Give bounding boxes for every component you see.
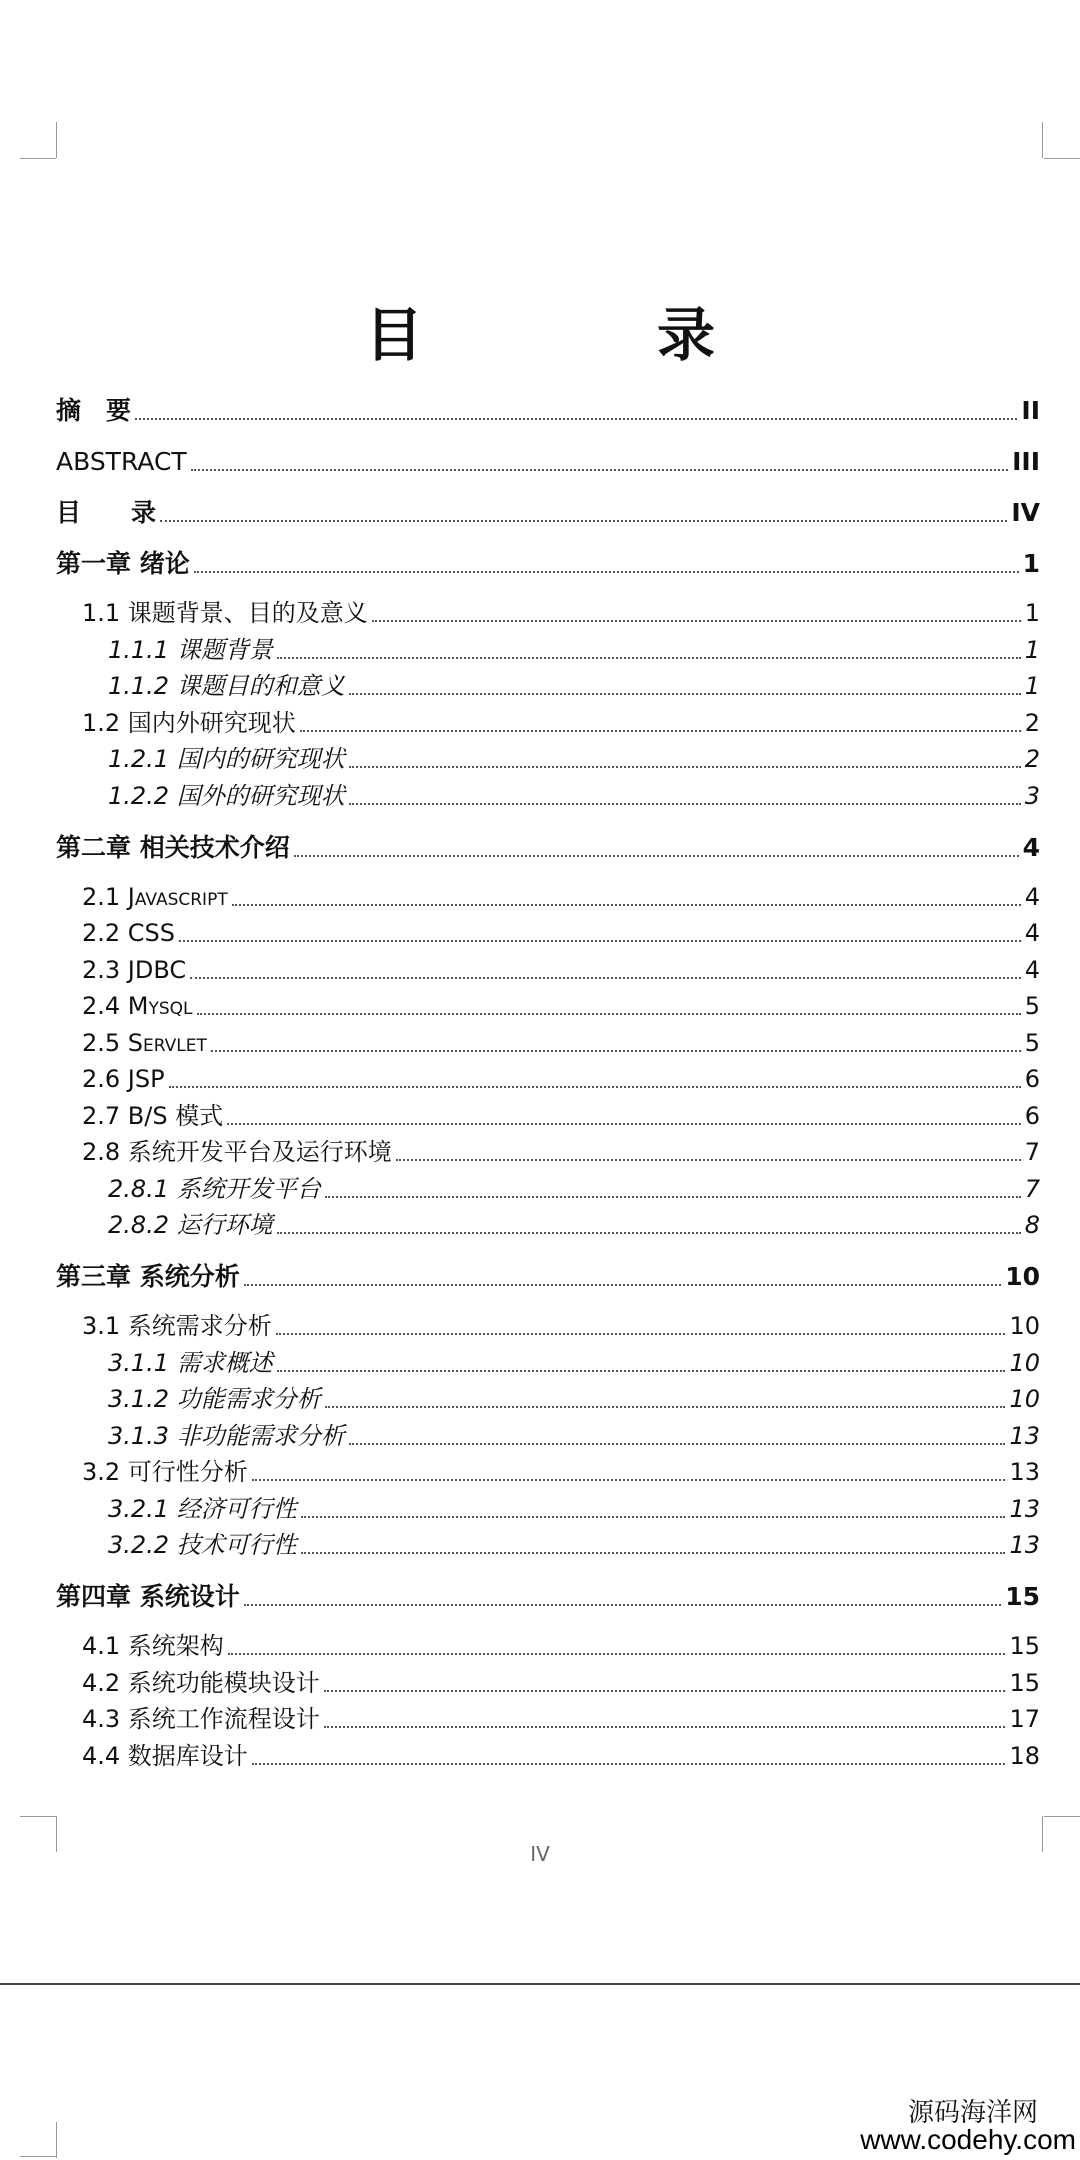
toc-dot-leader: [227, 1123, 1021, 1125]
toc-entry-page: 13: [1009, 1531, 1040, 1559]
toc-entry[interactable]: [56, 1494, 1040, 1523]
toc-dot-leader: [324, 1726, 1006, 1728]
toc-entry-page: 15: [1005, 1582, 1040, 1611]
toc-entry-label: 2.1 Javascript: [82, 882, 228, 911]
toc-dot-leader: [179, 940, 1021, 942]
toc-entry-page: 1: [1024, 672, 1040, 700]
crop-mark: [1042, 122, 1043, 158]
toc-entry[interactable]: [56, 635, 1040, 664]
toc-entry-label: 2.8 系统开发平台及运行环境: [82, 1138, 392, 1166]
toc-entry-page: 15: [1009, 1668, 1040, 1697]
toc-dot-leader: [325, 1196, 1021, 1198]
toc-entry[interactable]: [56, 1387, 1040, 1411]
toc-entry[interactable]: [56, 1213, 1040, 1237]
toc-entry-label: 1.1.2 课题目的和意义: [108, 672, 345, 700]
toc-dot-leader: [325, 1406, 1006, 1408]
toc-entry-page: 10: [1009, 1385, 1040, 1413]
toc-dot-leader: [277, 657, 1021, 659]
toc-entry-label: 3.2.1 经济可行性: [108, 1494, 297, 1523]
toc-entry-page: 1: [1022, 549, 1040, 578]
toc-entry-page: 10: [1005, 1262, 1040, 1291]
toc-entry-label: 3.1.3 非功能需求分析: [108, 1421, 345, 1450]
toc-entry[interactable]: [56, 674, 1040, 698]
toc-entry-page: 1: [1024, 635, 1040, 664]
toc-dot-leader: [228, 1653, 1006, 1655]
toc-entry-page: 6: [1024, 1065, 1040, 1093]
toc-entry-label: 4.1 系统架构: [82, 1632, 224, 1660]
toc-dot-leader: [252, 1479, 1006, 1481]
toc-entry[interactable]: [56, 1634, 1040, 1658]
toc-entry-page: 5: [1024, 992, 1040, 1020]
toc-dot-leader: [301, 1552, 1006, 1554]
toc-entry-label: 2.8.1 系统开发平台: [108, 1174, 321, 1203]
toc-entry-page: 4: [1022, 832, 1040, 862]
toc-entry[interactable]: [56, 449, 1040, 474]
toc-entry-page: 15: [1009, 1632, 1040, 1660]
toc-entry-page: IV: [1011, 498, 1040, 527]
toc-entry[interactable]: [56, 882, 1040, 911]
toc-entry-label: 第二章 相关技术介绍: [56, 832, 290, 862]
toc-entry-label: 第四章 系统设计: [56, 1582, 240, 1611]
toc-entry-page: III: [1012, 447, 1040, 476]
toc-dot-leader: [211, 1050, 1021, 1052]
toc-entry[interactable]: [56, 1741, 1040, 1770]
toc-dot-leader: [197, 1013, 1021, 1015]
toc-entry-page: 13: [1009, 1421, 1040, 1450]
toc-entry-label: 2.8.2 运行环境: [108, 1211, 273, 1239]
toc-dot-leader: [396, 1159, 1021, 1161]
toc-entry-label: 1.1 课题背景、目的及意义: [82, 599, 368, 627]
toc-dot-leader: [277, 1370, 1006, 1372]
toc-entry-label: 2.4 Mysql: [82, 992, 193, 1020]
toc-dot-leader: [349, 766, 1021, 768]
toc-entry-page: 2: [1024, 708, 1040, 737]
toc-entry-label: 3.1.1 需求概述: [108, 1348, 273, 1377]
toc-entry-label: 1.2.2 国外的研究现状: [108, 781, 345, 810]
crop-mark: [56, 2122, 57, 2158]
toc-dot-leader: [324, 1690, 1006, 1692]
toc-entry[interactable]: [56, 955, 1040, 984]
toc-dot-leader: [135, 418, 1017, 420]
watermark-url: www.codehy.com: [860, 2124, 1076, 2155]
toc-dot-leader: [294, 855, 1019, 857]
toc-dot-leader: [349, 1443, 1006, 1445]
toc-entry-label: 1.2 国内外研究现状: [82, 708, 296, 737]
toc-entry[interactable]: [56, 1533, 1040, 1557]
toc-entry-page: 13: [1009, 1494, 1040, 1523]
toc-entry[interactable]: [56, 1421, 1040, 1450]
toc-entry-page: 3: [1024, 781, 1040, 810]
toc-entry-label: 2.2 CSS: [82, 919, 176, 947]
toc-entry-label: 3.1 系统需求分析: [82, 1312, 272, 1340]
toc-entry-page: II: [1021, 396, 1040, 425]
toc-entry-label: 3.2 可行性分析: [82, 1458, 248, 1486]
toc-entry[interactable]: [56, 1584, 1040, 1609]
toc-entry-page: 7: [1024, 1174, 1040, 1203]
toc-entry-label: 2.3 JDBC: [82, 955, 187, 984]
toc-entry[interactable]: [56, 1067, 1040, 1091]
toc-entry[interactable]: [56, 1028, 1040, 1057]
toc-dot-leader: [277, 1232, 1021, 1234]
toc-entry[interactable]: [56, 1668, 1040, 1697]
toc-entry-label: 2.5 Servlet: [82, 1028, 207, 1057]
toc-entry-page: 10: [1009, 1312, 1040, 1340]
toc-entry-page: 13: [1009, 1458, 1040, 1486]
toc-entry-page: 4: [1024, 882, 1040, 911]
toc-entry[interactable]: [56, 708, 1040, 737]
toc-entry-label: 第一章 绪论: [56, 549, 190, 578]
watermark-text: 源码海洋网: [907, 2098, 1038, 2128]
crop-mark: [56, 122, 57, 158]
toc-entry-label: 2.6 JSP: [82, 1065, 165, 1093]
toc-dot-leader: [349, 803, 1021, 805]
toc-entry[interactable]: [56, 1101, 1040, 1130]
crop-mark: [1044, 1816, 1080, 1817]
toc-dot-leader: [300, 730, 1021, 732]
page-separator: [0, 1983, 1080, 1985]
toc-entry-label: 4.4 数据库设计: [82, 1741, 248, 1770]
toc-entry-label: 目 录: [56, 498, 157, 527]
toc-dot-leader: [160, 520, 1007, 522]
toc-entry[interactable]: [56, 1460, 1040, 1484]
toc-dot-leader: [194, 571, 1019, 573]
toc-entry[interactable]: [56, 832, 1040, 862]
toc-entry[interactable]: [56, 1348, 1040, 1377]
toc-entry[interactable]: [56, 1174, 1040, 1203]
toc-entry-page: 6: [1024, 1101, 1040, 1130]
toc-dot-leader: [191, 469, 1008, 471]
toc-entry[interactable]: [56, 1314, 1040, 1338]
toc-entry-page: 2: [1024, 745, 1040, 773]
page-title: 目 录: [364, 301, 803, 369]
toc-dot-leader: [169, 1086, 1021, 1088]
crop-mark: [20, 2156, 56, 2157]
toc-dot-leader: [244, 1284, 1001, 1286]
toc-dot-leader: [372, 620, 1021, 622]
toc-dot-leader: [301, 1516, 1006, 1518]
toc-entry[interactable]: [56, 781, 1040, 810]
toc-entry[interactable]: [56, 994, 1040, 1018]
toc-entry[interactable]: [56, 601, 1040, 625]
toc-entry[interactable]: [56, 921, 1040, 945]
toc-dot-leader: [252, 1763, 1006, 1765]
toc-dot-leader: [349, 693, 1021, 695]
toc-entry[interactable]: [56, 1264, 1040, 1289]
toc-entry-label: 摘 要: [56, 396, 132, 425]
toc-entry-label: 3.1.2 功能需求分析: [108, 1385, 321, 1413]
toc-entry-page: 4: [1024, 955, 1040, 984]
toc-entry-page: 4: [1024, 919, 1040, 947]
toc-entry-page: 7: [1024, 1138, 1040, 1166]
toc-entry-page: 10: [1009, 1348, 1040, 1377]
toc-entry-label: 3.2.2 技术可行性: [108, 1531, 297, 1559]
crop-mark: [1044, 158, 1080, 159]
toc-entry-page: 18: [1009, 1741, 1040, 1770]
toc-entry-label: 4.2 系统功能模块设计: [82, 1668, 320, 1697]
toc-entry-label: 1.2.1 国内的研究现状: [108, 745, 345, 773]
toc-entry[interactable]: [56, 747, 1040, 771]
toc-entry-page: 1: [1024, 599, 1040, 627]
toc-entry-page: 5: [1024, 1028, 1040, 1057]
toc-entry[interactable]: [56, 398, 1040, 423]
toc-entry-label: 1.1.1 课题背景: [108, 635, 273, 664]
toc-dot-leader: [244, 1604, 1001, 1606]
toc-entry-page: 17: [1009, 1705, 1040, 1733]
crop-mark: [20, 1816, 56, 1817]
toc-entry[interactable]: [56, 500, 1040, 525]
crop-mark: [20, 158, 56, 159]
toc-entry-page: 8: [1024, 1211, 1040, 1239]
toc-entry-label: ABSTRACT: [56, 447, 187, 476]
toc-entry-label: 4.3 系统工作流程设计: [82, 1705, 320, 1733]
toc-dot-leader: [232, 904, 1021, 906]
toc-dot-leader: [190, 977, 1021, 979]
toc-entry[interactable]: [56, 1140, 1040, 1164]
toc-dot-leader: [276, 1333, 1006, 1335]
toc-entry[interactable]: [56, 1707, 1040, 1731]
toc-entry-label: 2.7 B/S 模式: [82, 1101, 224, 1130]
toc-entry[interactable]: [56, 551, 1040, 576]
toc-entry-label: 第三章 系统分析: [56, 1262, 240, 1291]
page-number: IV: [530, 1842, 550, 1866]
